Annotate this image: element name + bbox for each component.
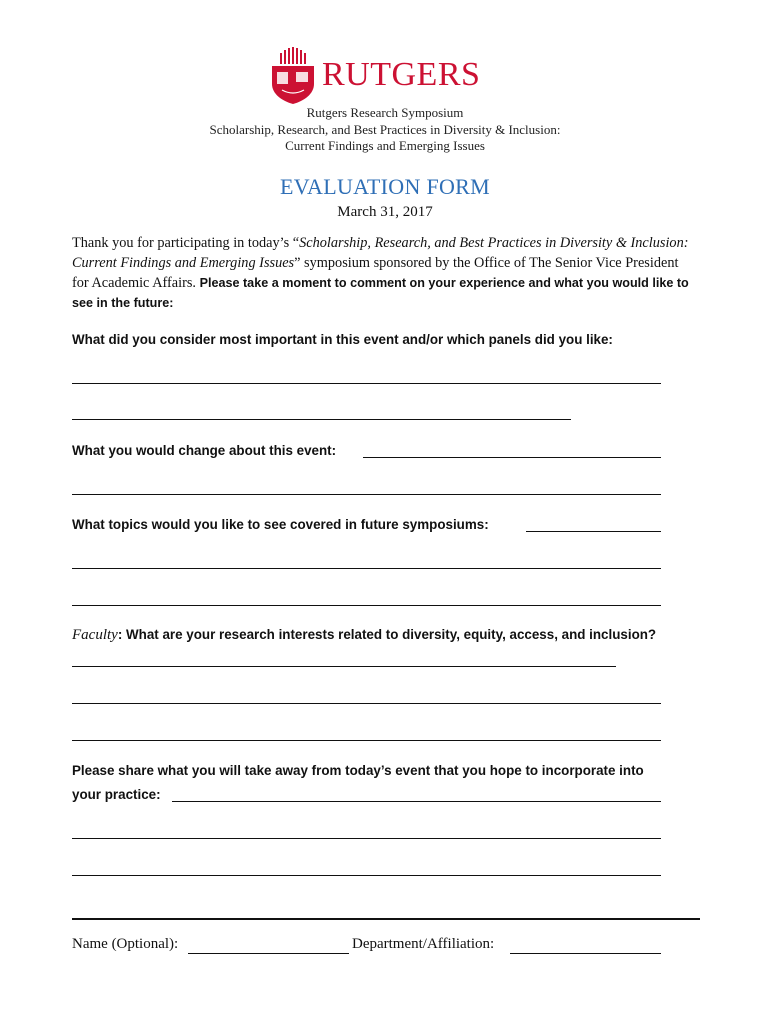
answer-line-q1-2[interactable]	[72, 419, 571, 420]
faculty-label: Faculty	[72, 627, 118, 643]
answer-line-q4-2[interactable]	[72, 703, 661, 704]
event-date: March 31, 2017	[337, 204, 433, 220]
answer-line-q4-1[interactable]	[72, 666, 616, 667]
question-takeaway: Please share what you will take away from today’s event that you hope to incorporate into	[72, 763, 644, 778]
brand-wordmark: RUTGERS	[322, 56, 481, 93]
faculty-question-text: : What are your research interests related to diversity, equity, access, and inclusion?	[117, 627, 657, 642]
intro-text-1: Thank you for participating in today’s “	[72, 235, 300, 251]
question-change: What you would change about this event:	[72, 443, 337, 458]
intro-symposium-title: Scholarship, Research, and Best Practices in Diversity & Inclusion: Current Findings and Emerging Issues	[72, 235, 689, 271]
intro-text-2: ” symposium sponsored by the Office of The Senior Vice President for Academic Affairs.	[72, 255, 679, 291]
event-name: Rutgers Research Symposium	[306, 105, 464, 120]
footer-divider	[72, 918, 700, 920]
answer-line-q4-3[interactable]	[72, 740, 661, 741]
answer-line-q3-1[interactable]	[72, 568, 661, 569]
answer-line-q5-2[interactable]	[72, 875, 661, 876]
name-input-line[interactable]	[188, 953, 349, 954]
name-field-label: Name (Optional):	[72, 936, 179, 952]
question-takeaway-cont: your practice:	[72, 787, 161, 802]
answer-line-q2-inline[interactable]	[363, 457, 661, 458]
answer-line-q5-inline[interactable]	[172, 801, 661, 802]
question-future-topics: What topics would you like to see covered in future symposiums:	[72, 517, 489, 532]
intro-bold-request: Please take a moment to comment on your experience and what you would like to see in the future:	[72, 276, 689, 310]
rutgers-logo	[270, 46, 480, 106]
department-field-label: Department/Affiliation:	[352, 936, 495, 952]
department-input-line[interactable]	[510, 953, 661, 954]
intro-paragraph	[72, 233, 692, 313]
answer-line-q5-1[interactable]	[72, 838, 661, 839]
answer-line-q1-1[interactable]	[72, 383, 661, 384]
answer-line-q3-2[interactable]	[72, 605, 661, 606]
page-title: EVALUATION FORM	[279, 174, 491, 199]
question-most-important: What did you consider most important in this event and/or which panels did you like:	[72, 332, 613, 347]
answer-line-q2-1[interactable]	[72, 494, 661, 495]
question-faculty-research	[72, 627, 656, 644]
subtitle-line-2: Current Findings and Emerging Issues	[285, 138, 485, 153]
answer-line-q3-inline[interactable]	[526, 531, 661, 532]
subtitle-line-1: Scholarship, Research, and Best Practices in Diversity & Inclusion:	[209, 122, 561, 137]
